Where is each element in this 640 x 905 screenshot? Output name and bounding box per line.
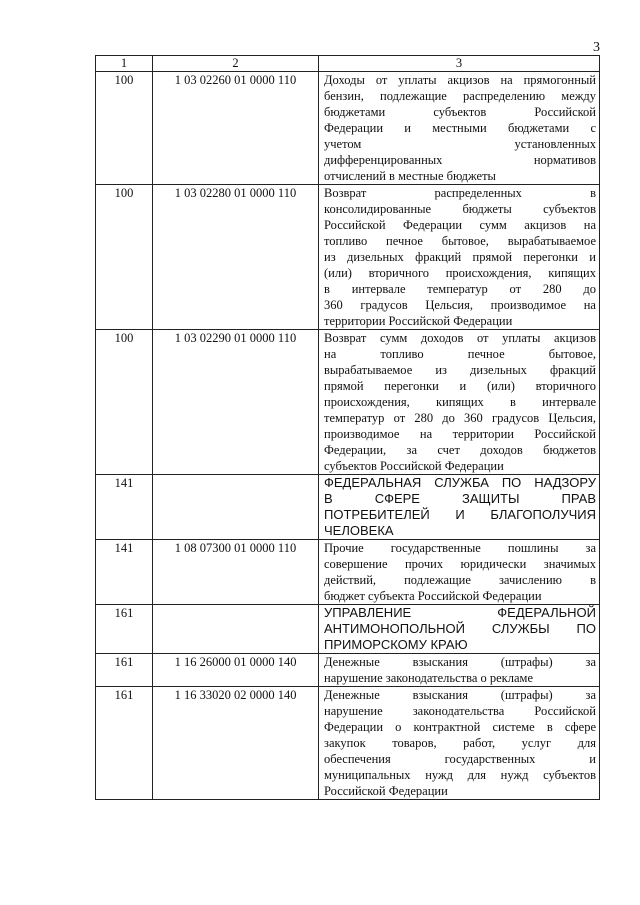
description-line: Российской Федерации	[324, 784, 448, 798]
table-row	[96, 654, 600, 687]
description-line: учетом установленных	[324, 137, 596, 151]
description-line: Доходы от уплаты акцизов на прямогонный	[324, 73, 596, 87]
description-line: Федерации о контрактной системе в сфере	[324, 720, 596, 734]
budget-classification-code-cell	[153, 475, 319, 540]
budget-classification-code-cell: 1 16 26000 01 0000 140	[153, 654, 319, 687]
table-row	[96, 330, 600, 475]
revenue-description-cell	[319, 330, 600, 475]
admin-code-cell: 161	[96, 654, 153, 687]
description-line: бюджет субъекта Российской Федерации	[324, 589, 542, 603]
description-line: Прочие государственные пошлины за	[324, 541, 596, 555]
description-line: ФЕДЕРАЛЬНАЯ СЛУЖБА ПО НАДЗОРУ	[324, 475, 596, 490]
revenue-description-cell	[319, 185, 600, 330]
description-line: нарушение законодательства о рекламе	[324, 671, 533, 685]
description-line: ЧЕЛОВЕКА	[324, 523, 394, 538]
description-line: происхождения, кипящих в интервале	[324, 395, 596, 409]
description-line: Федерации и местными бюджетами с	[324, 121, 596, 135]
description-line: консолидированные бюджеты субъектов	[324, 202, 596, 216]
description-line: вырабатываемое из дизельных фракций	[324, 363, 596, 377]
description-line: в интервале температур от 280 до	[324, 282, 596, 296]
description-line: Российской Федерации сумм акцизов на	[324, 218, 596, 232]
table-row	[96, 72, 600, 185]
description-text	[319, 540, 599, 604]
description-text	[319, 687, 599, 799]
description-text	[319, 185, 599, 329]
column-header-3: 3	[319, 56, 600, 72]
description-line: отчислений в местные бюджеты	[324, 169, 496, 183]
description-text	[319, 330, 599, 474]
description-line: бензин, подлежащие распределению между	[324, 89, 596, 103]
column-header-1: 1	[96, 56, 153, 72]
revenue-description-cell	[319, 540, 600, 605]
description-line: (или) вторичного происхождения, кипящих	[324, 266, 596, 280]
description-line: совершение прочих юридически значимых	[324, 557, 596, 571]
description-line: территории Российской Федерации	[324, 314, 513, 328]
admin-code-cell: 100	[96, 185, 153, 330]
admin-code-cell: 141	[96, 540, 153, 605]
description-line: производимое на территории Российской	[324, 427, 596, 441]
description-line: Возврат сумм доходов от уплаты акцизов	[324, 331, 596, 345]
description-text	[319, 475, 599, 539]
budget-classification-code-cell: 1 03 02290 01 0000 110	[153, 330, 319, 475]
description-line: Федерации, за счет доходов бюджетов	[324, 443, 596, 457]
table-row	[96, 540, 600, 605]
table-row	[96, 605, 600, 654]
description-line: Возврат распределенных в	[324, 186, 596, 200]
budget-classification-code-cell: 1 03 02280 01 0000 110	[153, 185, 319, 330]
administrator-name-cell	[319, 605, 600, 654]
admin-code-cell: 100	[96, 330, 153, 475]
description-line: на топливо печное бытовое,	[324, 347, 596, 361]
admin-code-cell: 100	[96, 72, 153, 185]
description-line: топливо печное бытовое, вырабатываемое	[324, 234, 596, 248]
page-number: 3	[593, 40, 600, 55]
description-line: обеспечения государственных и	[324, 752, 596, 766]
description-line: дифференцированных нормативов	[324, 153, 596, 167]
description-line: прямой перегонки и (или) вторичного	[324, 379, 596, 393]
description-line: муниципальных нужд для нужд субъектов	[324, 768, 596, 782]
budget-classification-code-cell	[153, 605, 319, 654]
table-row	[96, 475, 600, 540]
table-header-row	[96, 56, 600, 72]
description-line: температур от 280 до 360 градусов Цельсия,	[324, 411, 596, 425]
column-header-2: 2	[153, 56, 319, 72]
description-text	[319, 72, 599, 184]
description-line: ПРИМОРСКОМУ КРАЮ	[324, 637, 468, 652]
description-line: АНТИМОНОПОЛЬНОЙ СЛУЖБЫ ПО	[324, 621, 596, 636]
description-line: Денежные взыскания (штрафы) за	[324, 655, 596, 669]
description-line: субъектов Российской Федерации	[324, 459, 504, 473]
admin-code-cell: 141	[96, 475, 153, 540]
revenue-description-cell	[319, 687, 600, 800]
table-row	[96, 687, 600, 800]
budget-classification-code-cell: 1 16 33020 02 0000 140	[153, 687, 319, 800]
budget-classification-code-cell: 1 08 07300 01 0000 110	[153, 540, 319, 605]
admin-code-cell: 161	[96, 687, 153, 800]
description-line: из дизельных фракций прямой перегонки и	[324, 250, 596, 264]
description-line: УПРАВЛЕНИЕ ФЕДЕРАЛЬНОЙ	[324, 605, 596, 620]
description-line: нарушение законодательства Российской	[324, 704, 596, 718]
description-line: закупок товаров, работ, услуг для	[324, 736, 596, 750]
revenue-codes-table	[95, 55, 600, 800]
description-line: В СФЕРЕ ЗАЩИТЫ ПРАВ	[324, 491, 596, 506]
description-text	[319, 605, 599, 653]
description-text	[319, 654, 599, 686]
administrator-name-cell	[319, 475, 600, 540]
table-row	[96, 185, 600, 330]
budget-classification-code-cell: 1 03 02260 01 0000 110	[153, 72, 319, 185]
description-line: Денежные взыскания (штрафы) за	[324, 688, 596, 702]
description-line: бюджетами субъектов Российской	[324, 105, 596, 119]
revenue-description-cell	[319, 654, 600, 687]
table-body	[96, 56, 600, 800]
admin-code-cell: 161	[96, 605, 153, 654]
description-line: действий, подлежащие зачислению в	[324, 573, 596, 587]
revenue-description-cell	[319, 72, 600, 185]
description-line: ПОТРЕБИТЕЛЕЙ И БЛАГОПОЛУЧИЯ	[324, 507, 596, 522]
description-line: 360 градусов Цельсия, производимое на	[324, 298, 596, 312]
